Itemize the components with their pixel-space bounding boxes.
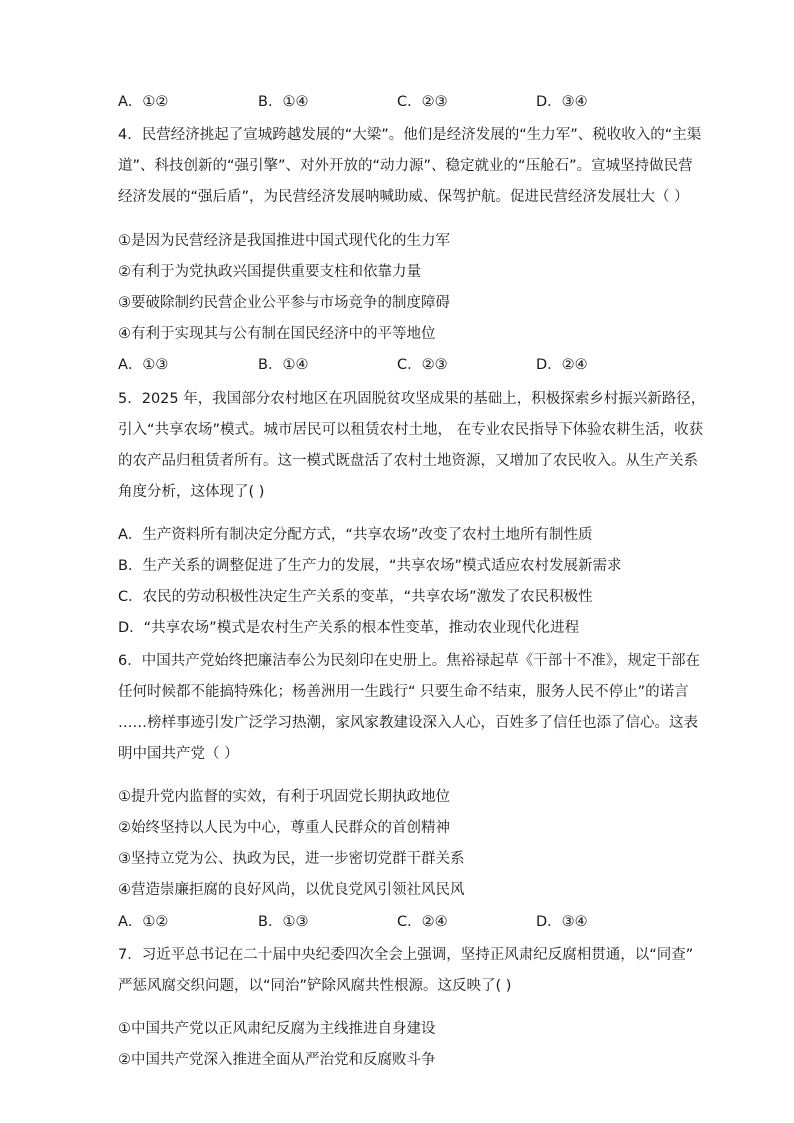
q5-option-c[interactable]: C．农民的劳动积极性决定生产关系的变革，“共享农场”激发了农民积极性	[118, 589, 593, 605]
q6-stem-line-4: 明中国共产党（ ）	[118, 746, 239, 762]
q4-item-2: ②有利于为党执政兴国提供重要支柱和依靠力量	[118, 264, 421, 280]
q3-option-d[interactable]: D．③④	[536, 94, 588, 110]
q6-option-d[interactable]: D．③④	[536, 914, 588, 930]
q4-item-1: ①是因为民营经济是我国推进中国式现代化的生力军	[118, 233, 450, 249]
q4-option-c[interactable]: C．②③	[397, 357, 448, 373]
q5-stem-line-3: 的农产品归租赁者所有。这一模式既盘活了农村土地资源，又增加了农民收入。从生产关系	[118, 453, 698, 469]
q7-item-2: ②中国共产党深入推进全面从严治党和反腐败斗争	[118, 1052, 436, 1068]
q5-option-b[interactable]: B．生产关系的调整促进了生产力的发展，“共享农场”模式适应农村发展新需求	[118, 558, 622, 574]
q4-stem-line-3: 经济发展的“强后盾”，为民营经济发展呐喊助威、保驾护航。促进民营经济发展壮大（ ）	[118, 189, 689, 205]
q6-option-a[interactable]: A．①②	[118, 914, 169, 930]
q6-stem-line-2: 任何时候都不能搞特殊化；杨善洲用一生践行“ 只要生命不结束，服务人民不停止”的诺言	[118, 684, 689, 700]
q4-item-3: ③要破除制约民营企业公平参与市场竞争的制度障碍	[118, 295, 450, 311]
q4-option-b[interactable]: B．①④	[258, 357, 309, 373]
q6-option-b[interactable]: B．①③	[258, 914, 309, 930]
q5-option-d[interactable]: D．“共享农场”模式是农村生产关系的根本性变革，推动农业现代化进程	[118, 620, 580, 636]
q5-stem-line-2: 引入“共享农场”模式。城市居民可以租赁农村土地， 在专业农民指导下体验农耕生活，收获	[118, 422, 704, 438]
q6-item-2: ②始终坚持以人民为中心，尊重人民群众的首创精神	[118, 820, 450, 836]
q3-options	[118, 92, 678, 112]
q6-option-c[interactable]: C．②④	[397, 914, 448, 930]
q5-stem-line-1: 5．2025 年，我国部分农村地区在巩固脱贫攻坚成果的基础上，积极探索乡村振兴新路径，	[118, 391, 706, 407]
q6-item-1: ①提升党内监督的实效，有利于巩固党长期执政地位	[118, 789, 450, 805]
q4-stem-line-2: 道”、科技创新的“强引擎”、对外开放的“动力源”、稳定就业的“压舱石”。宣城坚持做民营	[118, 158, 693, 174]
q6-stem-line-3: ……榜样事迹引发广泛学习热潮，家风家教建设深入人心，百姓多了信任也添了信心。这表	[118, 715, 698, 731]
q4-option-d[interactable]: D．②④	[536, 357, 588, 373]
q4-option-a[interactable]: A．①③	[118, 357, 169, 373]
q6-item-4: ④营造崇廉拒腐的良好风尚，以优良党风引领社风民风	[118, 882, 465, 898]
q6-item-3: ③坚持立党为公、执政为民，进一步密切党群干群关系	[118, 851, 465, 867]
q7-stem-line-1: 7．习近平总书记在二十届中央纪委四次全会上强调，坚持正风肃纪反腐相贯通，以“同查”	[118, 947, 694, 963]
q4-options	[118, 355, 678, 375]
q7-stem-line-2: 严惩风腐交织问题，以“同治”铲除风腐共性根源。这反映了( )	[118, 978, 512, 994]
q3-option-b[interactable]: B．①④	[258, 94, 309, 110]
q5-stem-line-4: 角度分析，这体现了( )	[118, 484, 265, 500]
q7-item-1: ①中国共产党以正风肃纪反腐为主线推进自身建设	[118, 1021, 436, 1037]
q5-option-a[interactable]: A．生产资料所有制决定分配方式，“共享农场”改变了农村土地所有制性质	[118, 527, 593, 543]
q4-stem-line-1: 4．民营经济挑起了宣城跨越发展的“大梁”。他们是经济发展的“生力军”、税收收入的“主渠	[118, 127, 702, 143]
q3-option-a[interactable]: A．①②	[118, 94, 169, 110]
q3-option-c[interactable]: C．②③	[397, 94, 448, 110]
q6-options	[118, 912, 678, 932]
q4-item-4: ④有利于实现其与公有制在国民经济中的平等地位	[118, 326, 436, 342]
q6-stem-line-1: 6．中国共产党始终把廉洁奉公为民刻印在史册上。焦裕禄起草《干部十不准》，规定干部在	[118, 653, 700, 669]
